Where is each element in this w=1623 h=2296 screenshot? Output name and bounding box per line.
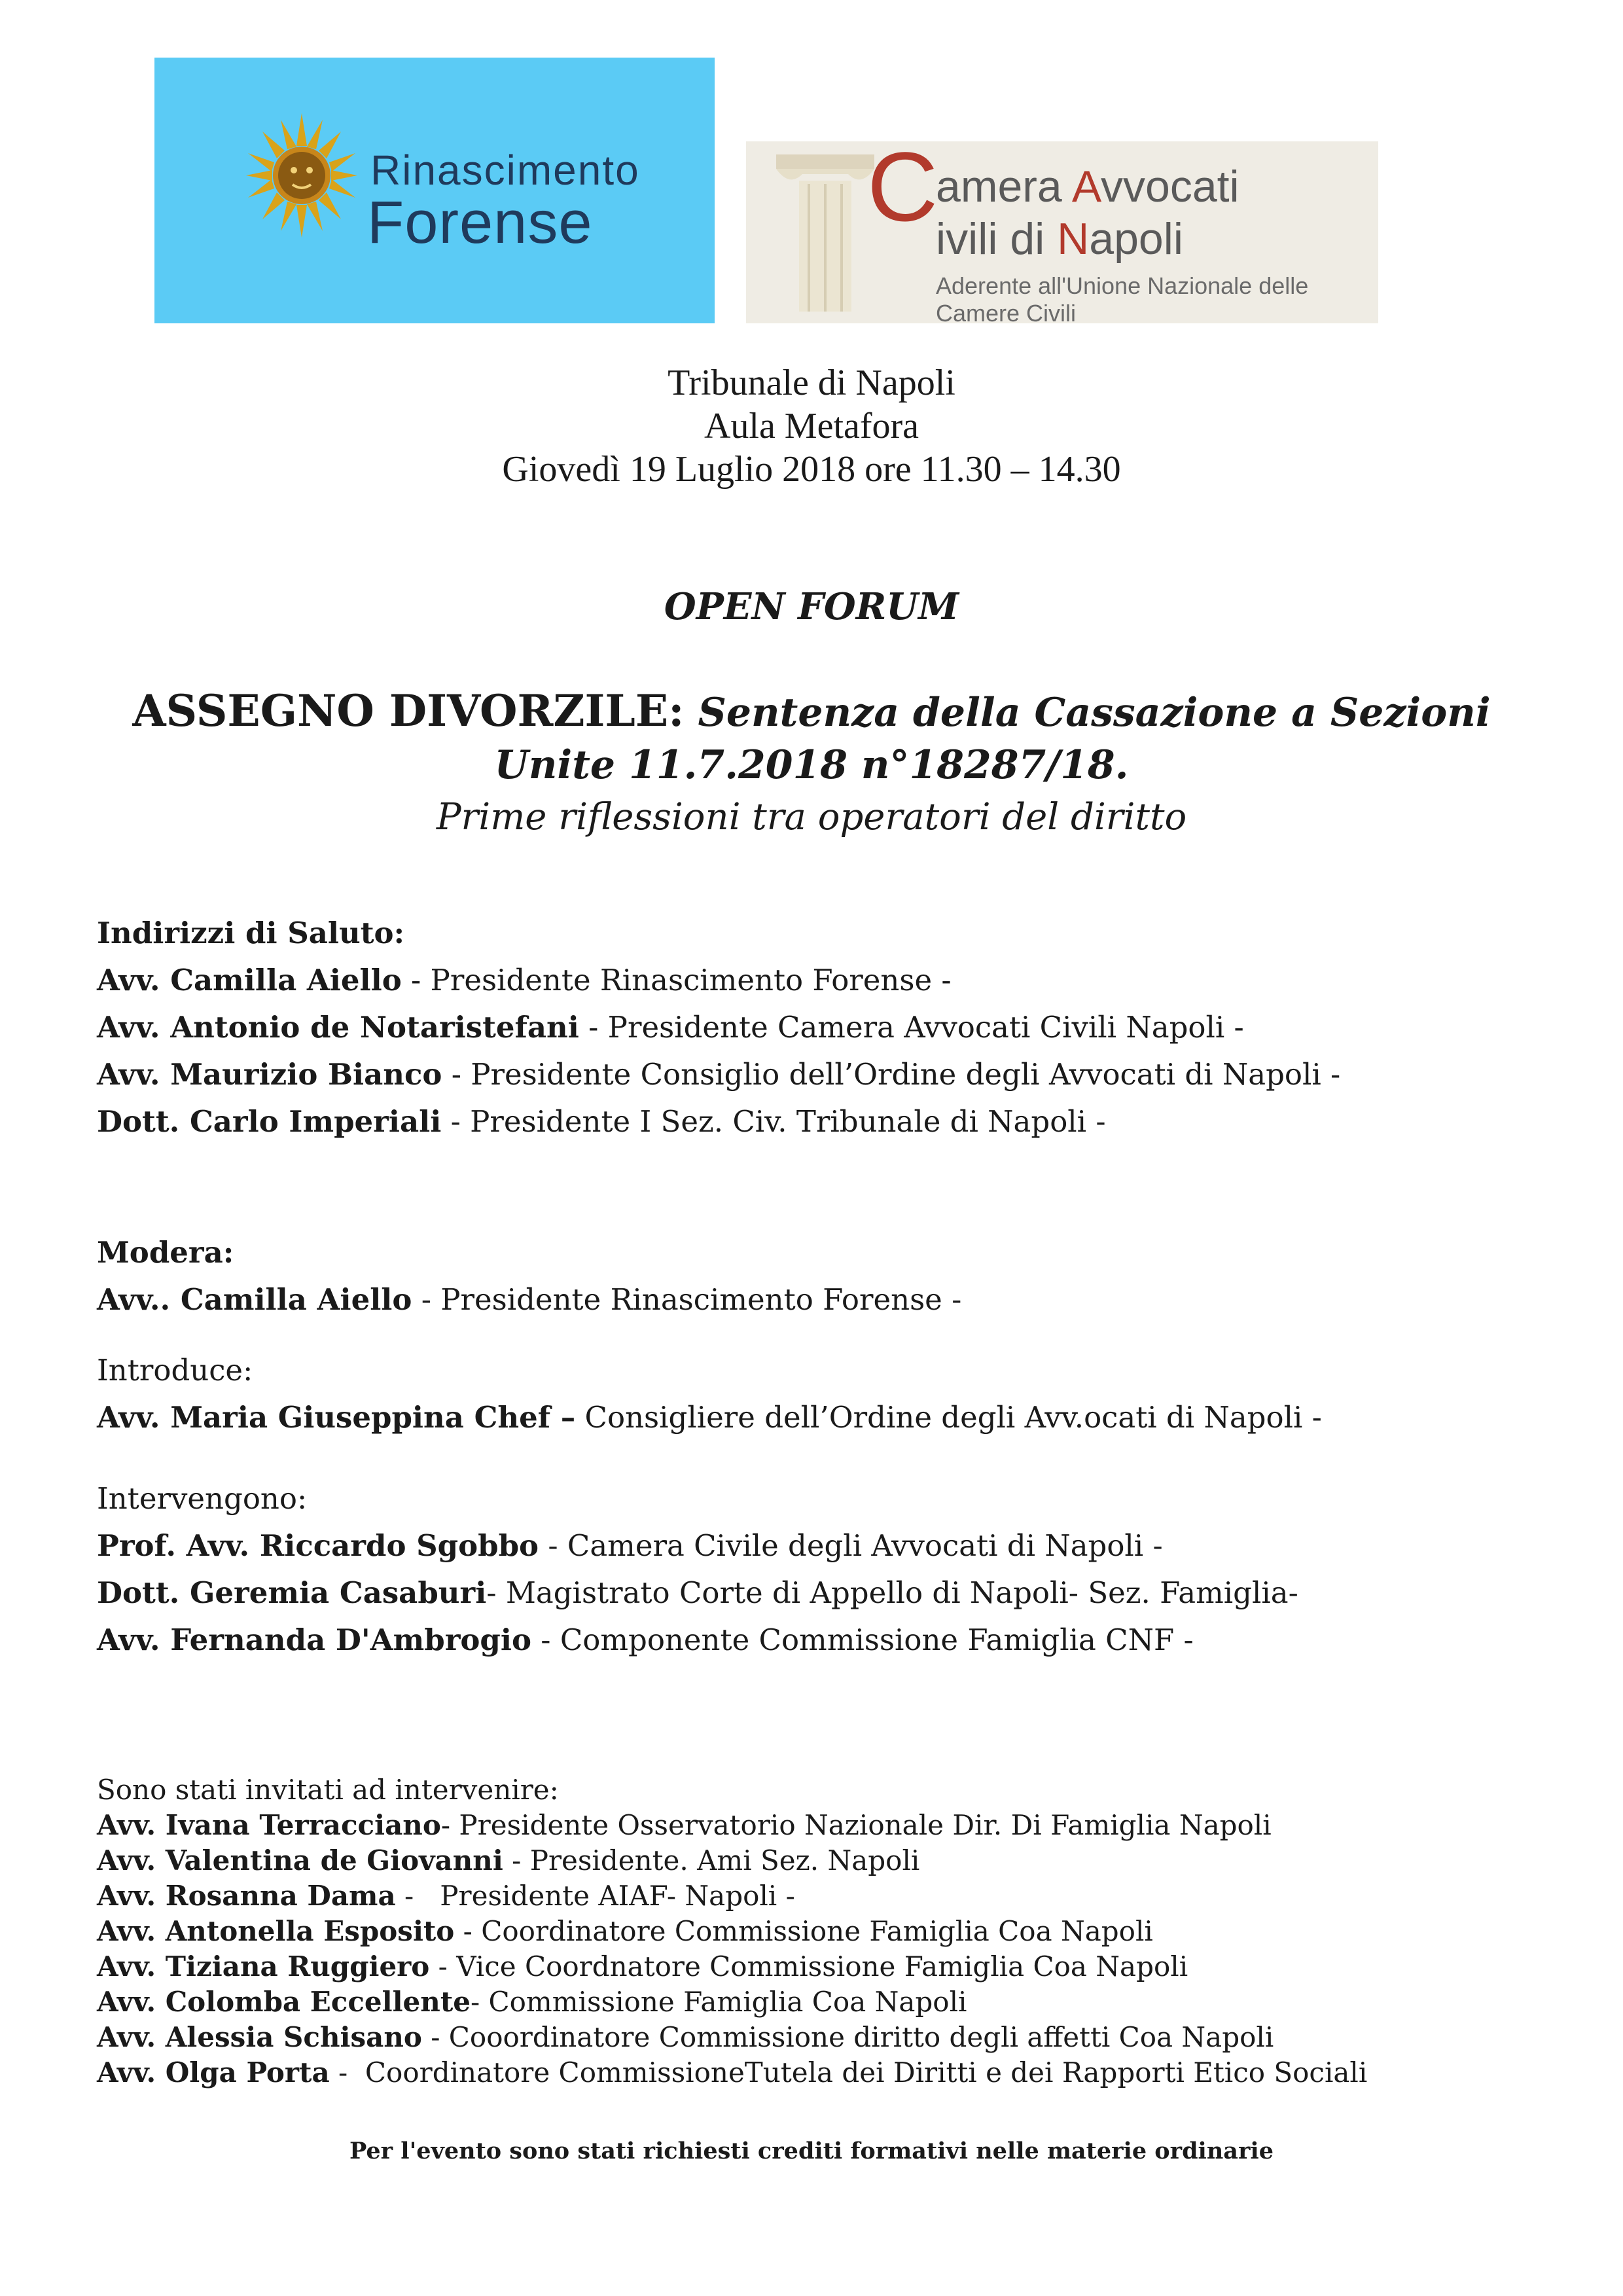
title-subtitle-c: Prime riflessioni tra operatori del diritto [436, 796, 1187, 838]
section-intervengono [97, 1475, 1569, 1664]
section-heading: Introduce: [97, 1353, 253, 1388]
list-item: Dott. Geremia Casaburi- Magistrato Corte di Appello di Napoli- Sez. Famiglia- [97, 1575, 1298, 1610]
credits-footnote: Per l'evento sono stati richiesti crediti formativi nelle materie ordinarie [349, 2138, 1274, 2164]
venue-court: Tribunale di Napoli [668, 363, 955, 403]
venue-room: Aula Metafora [704, 406, 919, 446]
program-body [97, 910, 1569, 2090]
title-main: ASSEGNO DIVORZILE: [132, 685, 685, 736]
list-item: Avv. Ivana Terracciano- Presidente Osservatorio Nazionale Dir. Di Famiglia Napoli [97, 1809, 1272, 1841]
section-heading: Intervengono: [97, 1481, 308, 1516]
camera-avvocati-logo [746, 132, 1378, 327]
title-subtitle-a: Sentenza della Cassazione a Sezioni [698, 690, 1491, 736]
list-item: Prof. Avv. Riccardo Sgobbo - Camera Civile degli Avvocati di Napoli - [97, 1528, 1163, 1563]
logo-text-forense: Forense [367, 189, 593, 256]
venue-block [0, 361, 1623, 491]
section-modera [97, 1229, 1569, 1323]
rinascimento-forense-logo [154, 58, 715, 323]
list-item: Avv. Valentina de Giovanni - Presidente. Ami Sez. Napoli [97, 1844, 920, 1876]
event-title [0, 685, 1623, 844]
section-saluti [97, 910, 1569, 1145]
list-item: Avv. Rosanna Dama - Presidente AIAF- Napoli - [97, 1880, 795, 1912]
list-item: Avv. Maria Giuseppina Chef – Consigliere dell’Ordine degli Avv.ocati di Napoli - [97, 1400, 1322, 1435]
list-item: Avv. Antonella Esposito - Coordinatore Commissione Famiglia Coa Napoli [97, 1915, 1153, 1947]
sun-emblem-icon [246, 110, 357, 247]
title-subtitle-b: Unite 11.7.2018 n°18287/18. [494, 742, 1129, 788]
venue-datetime: Giovedì 19 Luglio 2018 ore 11.30 – 14.30 [502, 449, 1121, 490]
list-item: Avv. Colomba Eccellente- Commissione Famiglia Coa Napoli [97, 1986, 967, 2018]
logo-text-camera-avvocati: amera Avvocati [936, 162, 1240, 211]
column-icon [770, 148, 881, 318]
title-line-1 [0, 685, 1623, 739]
list-item: Avv. Antonio de Notaristefani - Presidente Camera Avvocati Civili Napoli - [97, 1010, 1244, 1045]
logo-text-rinascimento: Rinascimento [370, 147, 640, 194]
list-item: Avv. Camilla Aiello - Presidente Rinascimento Forense - [97, 963, 952, 997]
section-heading: Sono stati invitati ad intervenire: [97, 1774, 559, 1806]
logo-initial-c: C [867, 132, 938, 242]
section-heading: Modera: [97, 1235, 234, 1270]
section-heading: Indirizzi di Saluto: [97, 916, 405, 950]
logo-text-civili-napoli: ivili di Napoli [936, 214, 1183, 264]
forum-label: OPEN FORUM [664, 585, 959, 628]
section-introduce [97, 1347, 1569, 1441]
list-item: Avv. Olga Porta - Coordinatore CommissioneTutela dei Diritti e dei Rapporti Etico Sociali [97, 2056, 1368, 2089]
section-invitati [97, 1772, 1569, 2090]
logo-tagline: Aderente all'Unione Nazionale delle Camere Civili [936, 272, 1309, 327]
list-item: Dott. Carlo Imperiali - Presidente I Sez. Civ. Tribunale di Napoli - [97, 1104, 1106, 1139]
list-item: Avv. Maurizio Bianco - Presidente Consiglio dell’Ordine degli Avvocati di Napoli - [97, 1057, 1341, 1092]
list-item: Avv.. Camilla Aiello - Presidente Rinascimento Forense - [97, 1282, 962, 1317]
list-item: Avv. Fernanda D'Ambrogio - Componente Commissione Famiglia CNF - [97, 1623, 1194, 1657]
list-item: Avv. Alessia Schisano - Cooordinatore Commissione diritto degli affetti Coa Napoli [97, 2021, 1274, 2053]
list-item: Avv. Tiziana Ruggiero - Vice Coordnatore Commissione Famiglia Coa Napoli [97, 1950, 1188, 1982]
